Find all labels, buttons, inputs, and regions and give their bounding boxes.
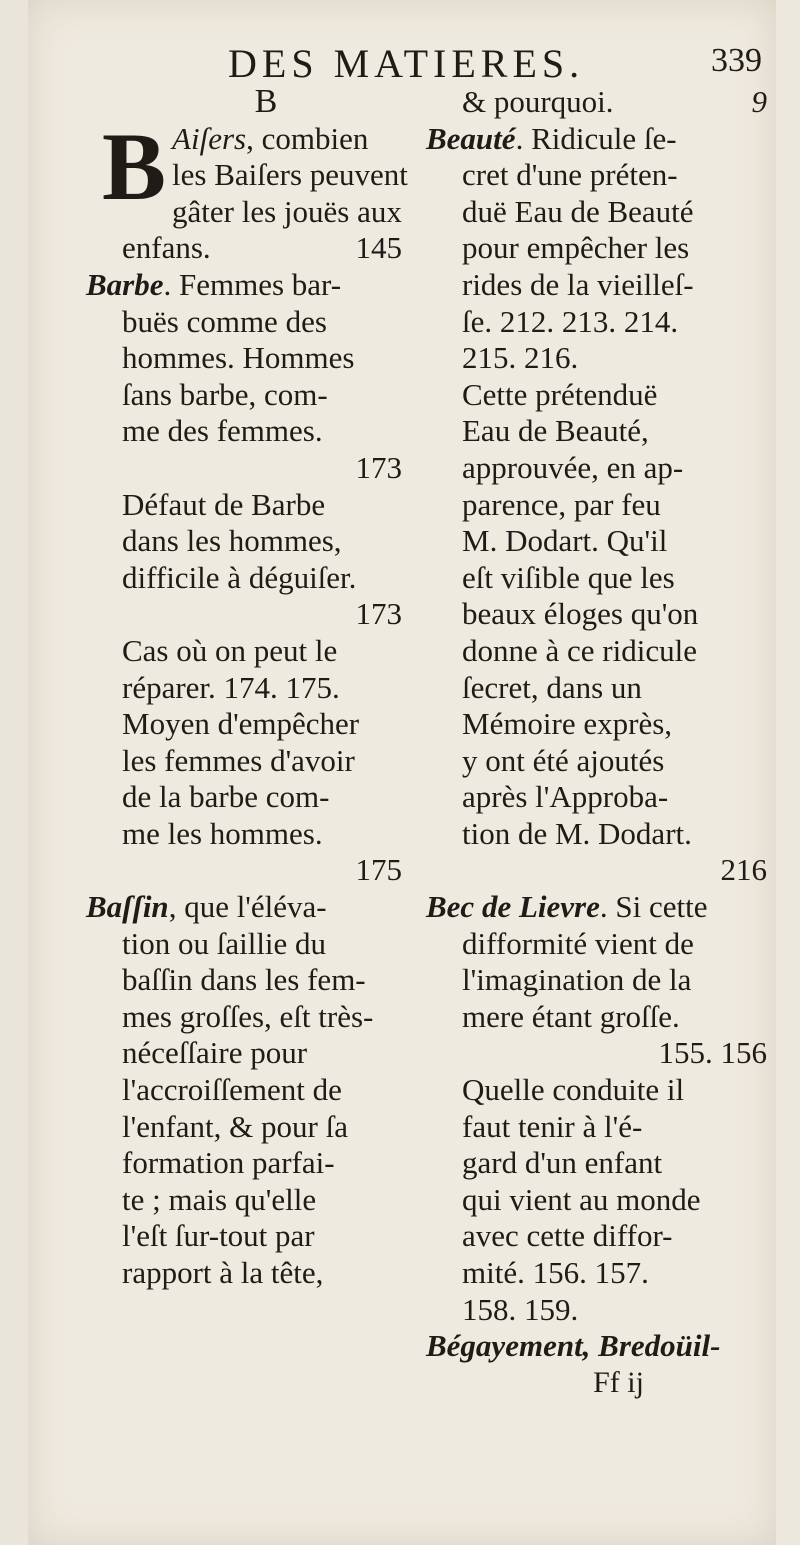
entry-line: approuvée, en ap- (462, 449, 684, 485)
entry-line: y ont été ajoutés (462, 742, 665, 778)
entry-lemma: Bec de Lievre (426, 889, 600, 925)
entry-lemma: Beauté (426, 120, 516, 156)
entry-line: qui vient au monde (462, 1181, 701, 1217)
entry-line: l'eſt ſur-tout par (122, 1218, 315, 1254)
entry-bec-de-lievre (426, 889, 771, 1328)
entry-line: gâter les jouës aux (172, 193, 402, 229)
entry-barbe (86, 267, 406, 889)
entry-text: , que l'éléva- (168, 889, 327, 925)
entry-line: gard d'un enfant (462, 1145, 663, 1181)
entry-line: mere étant groſſe. (462, 998, 680, 1034)
entry-line: après l'Approba- (462, 779, 669, 815)
entry-line: duë Eau de Beauté (462, 193, 694, 229)
entry-line: ſecret, dans un (462, 669, 642, 705)
entry-line: Cette prétenduë (462, 376, 658, 412)
entry-line: eſt viſible que les (462, 559, 675, 595)
entry-line: les femmes d'avoir (122, 742, 355, 778)
entry-line: Moyen d'empêcher (122, 706, 360, 742)
page-ref: 175 (355, 852, 402, 888)
entry-first-line (426, 889, 771, 926)
entry-line: tion ou ſaillie du (122, 925, 327, 961)
entry-line: buës comme des (122, 303, 327, 339)
entry-line: M. Dodart. Qu'il (462, 523, 668, 559)
entry-lemma: Bégayement, Bredoüil- (426, 1328, 721, 1364)
page-ref: 173 (355, 596, 402, 632)
entry-line: donne à ce ridicule (462, 632, 697, 668)
drop-cap: B (102, 112, 167, 220)
entry-line: me les hommes. (122, 815, 323, 851)
entry-line: pour empêcher les (462, 230, 690, 266)
entry-line: Défaut de Barbe (122, 486, 326, 522)
entry-line: te ; mais qu'elle (122, 1181, 317, 1217)
entry-line: parence, par feu (462, 486, 661, 522)
entry-text: . Femmes bar- (163, 266, 342, 302)
entry-line: mes groſſes, eſt très- (122, 998, 374, 1034)
right-column (426, 84, 771, 1401)
entry-line: difformité vient de (462, 925, 694, 961)
entry-line: avec cette diffor- (462, 1218, 673, 1254)
entry-text: enfans. (122, 230, 211, 266)
entry-line: ſans barbe, com- (122, 376, 328, 412)
entry-line: beaux éloges qu'on (462, 596, 699, 632)
left-column (86, 84, 406, 1292)
entry-text: , combien (246, 120, 369, 156)
entry-line: 215. 216. (462, 340, 579, 376)
entry-line: hommes. Hommes (122, 340, 355, 376)
entry-line: Cas où on peut le (122, 632, 338, 668)
page-header (28, 40, 776, 90)
page-ref: 173 (355, 449, 402, 485)
entry-line: néceſſaire pour (122, 1035, 308, 1071)
entry-first-line (426, 121, 771, 158)
entry-first-line (86, 889, 406, 926)
entry-line: baſſin dans les fem- (122, 962, 366, 998)
page-ref: 9 (751, 84, 767, 119)
entry-text: . Ridicule ſe- (515, 120, 677, 156)
section-letter: B (254, 83, 278, 120)
entry-line: Quelle conduite il (462, 1072, 685, 1108)
page-ref: 155. 156 (658, 1035, 767, 1071)
entry-text: & pourquoi. (462, 84, 614, 119)
entry-baisers (86, 112, 408, 267)
entry-line: formation parfai- (122, 1145, 335, 1181)
entry-line: cret d'une préten- (462, 157, 678, 193)
book-page (28, 0, 776, 1545)
page-number: 339 (711, 42, 762, 79)
entry-beaute (426, 121, 771, 889)
entry-line: dans les hommes, (122, 523, 342, 559)
entry-line: faut tenir à l'é- (462, 1108, 643, 1144)
entry-line: l'accroiſſement de (122, 1072, 342, 1108)
entry-line: réparer. 174. 175. (122, 669, 340, 705)
entry-lemma: Baſſin (86, 889, 169, 925)
page-ref: 216 (720, 852, 767, 888)
entry-line (426, 84, 771, 121)
entry-line: les Baiſers peuvent (172, 157, 408, 193)
catchword: Ff ij (593, 1365, 644, 1399)
running-title: DES MATIERES. (228, 41, 585, 86)
entry-first-line (86, 267, 406, 304)
entry-line: tion de M. Dodart. (462, 815, 692, 851)
entry-line: l'imagination de la (462, 962, 692, 998)
entry-line: rapport à la tête, (122, 1255, 324, 1290)
entry-line: l'enfant, & pour ſa (122, 1108, 348, 1144)
entry-line (86, 230, 406, 267)
entry-line: mité. 156. 157. (462, 1255, 649, 1290)
entry-line: 158. 159. (462, 1291, 579, 1327)
entry-line: Eau de Beauté, (462, 413, 649, 449)
entry-line: difficile à déguiſer. (122, 559, 357, 595)
entry-line: de la barbe com- (122, 779, 330, 815)
entry-line: ſe. 212. 213. 214. (462, 303, 679, 339)
entry-text: . Si cette (599, 889, 708, 925)
entry-bassin (86, 889, 406, 1292)
entry-line: Mémoire exprès, (462, 706, 673, 742)
entry-line: rides de la vieilleſ- (462, 266, 694, 302)
entry-line: me des femmes. (122, 413, 323, 449)
page-ref: 145 (355, 230, 402, 266)
entry-lemma: Aiſers (172, 120, 247, 156)
page-edge (776, 0, 800, 1545)
entry-lemma: Barbe (86, 266, 164, 302)
